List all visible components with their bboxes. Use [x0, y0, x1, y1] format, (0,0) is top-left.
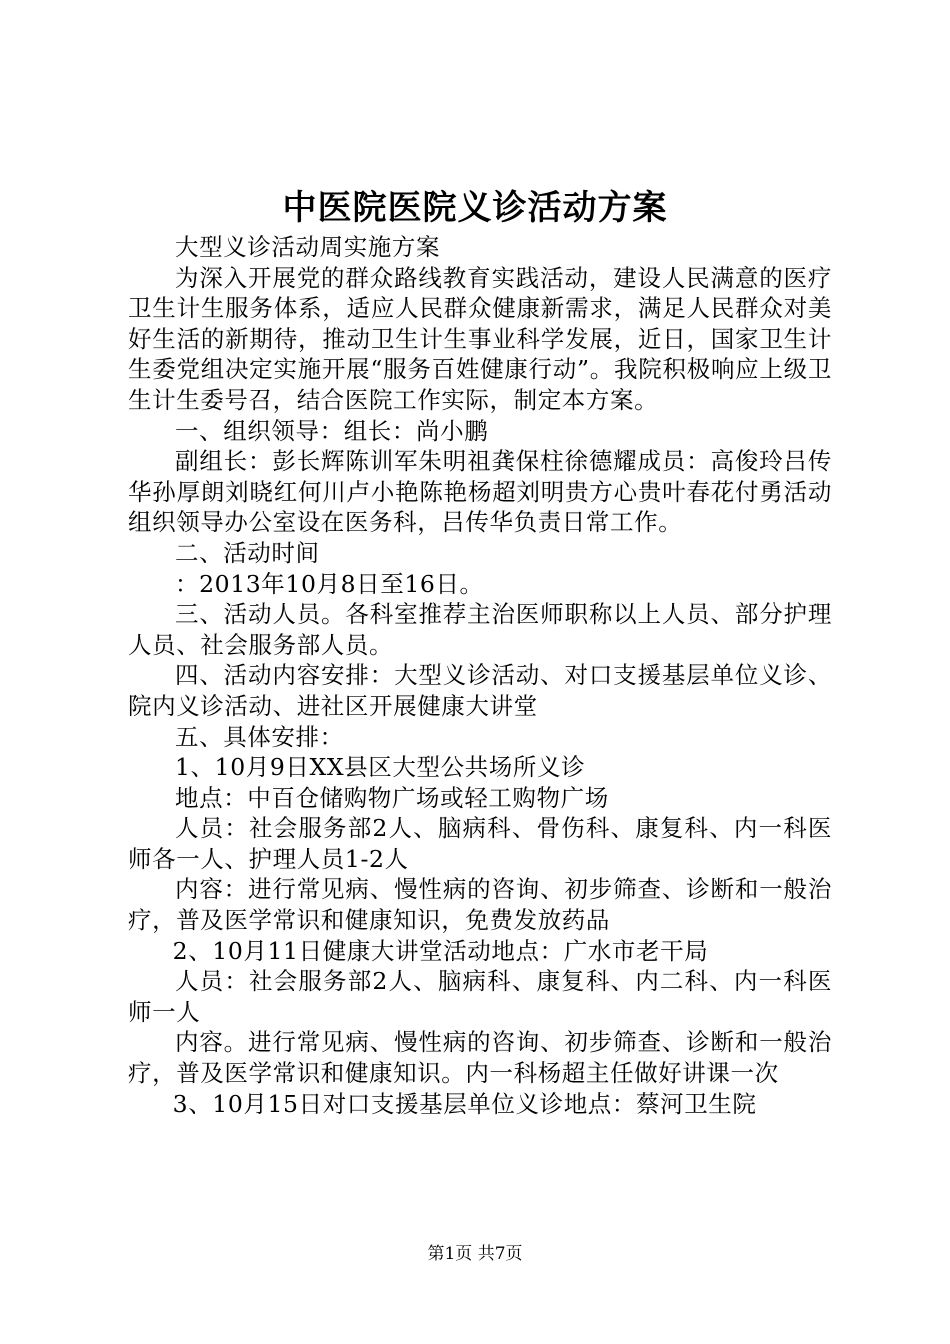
- paragraph-event-1-content: 内容：进行常见病、慢性病的咨询、初步筛查、诊断和一般治疗，普及医学常识和健康知识，免费发放药品: [128, 875, 832, 935]
- paragraph-personnel: 三、活动人员。各科室推荐主治医师职称以上人员、部分护理人员、社会服务部人员。: [128, 600, 832, 659]
- paragraph-intro: 为深入开展党的群众路线教育实践活动，建设人民满意的医疗卫生计生服务体系，适应人民群众健康新需求，满足人民群众对美好生活的新期待，推动卫生计生事业科学发展，近日，国家卫生计生委党组决定实施开展“服务百姓健康行动”。我院积极响应上级卫生计生委号召，结合医院工作实际，制定本方案。: [128, 263, 832, 414]
- paragraph-event-1-staff: 人员：社会服务部2人、脑病科、骨伤科、康复科、内一科医师各一人、护理人员1-2人: [128, 814, 832, 873]
- paragraph-event-2-content: 内容。进行常见病、慢性病的咨询、初步筛查、诊断和一般治疗，普及医学常识和健康知识。内一科杨超主任做好讲课一次: [128, 1028, 832, 1088]
- paragraph-time: ：2013年10月8日至16日。: [175, 569, 484, 598]
- paragraph-event-3: 3、10月15日对口支援基层单位义诊地点：蔡河卫生院: [172, 1089, 757, 1118]
- document-body: [128, 232, 832, 1119]
- paragraph-event-1: 1、10月9日XX县区大型公共场所义诊: [175, 753, 586, 782]
- paragraph-time-heading: 二、活动时间: [175, 538, 320, 567]
- paragraph-event-2: 2、10月11日健康大讲堂活动地点：广水市老干局: [172, 936, 709, 965]
- paragraph-members: 副组长：彭长辉陈训军朱明祖龚保柱徐德耀成员：高俊玲吕传华孙厚朗刘晓红何川卢小艳陈艳杨超刘明贵方心贵叶春花付勇活动组织领导办公室设在医务科，吕传华负责日常工作。: [128, 447, 832, 537]
- page-number-footer: 第1页 共7页: [427, 1244, 523, 1264]
- paragraph-specific-heading: 五、具体安排：: [175, 722, 344, 751]
- paragraph-subtitle: 大型义诊活动周实施方案: [175, 233, 441, 261]
- paragraph-event-2-staff: 人员：社会服务部2人、脑病科、康复科、内二科、内一科医师一人: [128, 967, 832, 1026]
- paragraph-organization: 一、组织领导：组长：尚小鹏: [175, 416, 489, 445]
- document-title: 中医院医院义诊活动方案: [282, 188, 668, 228]
- paragraph-event-1-location: 地点：中百仓储购物广场或轻工购物广场: [175, 783, 609, 812]
- paragraph-content-arrangement: 四、活动内容安排：大型义诊活动、对口支援基层单位义诊、院内义诊活动、进社区开展健康大讲堂: [128, 661, 832, 720]
